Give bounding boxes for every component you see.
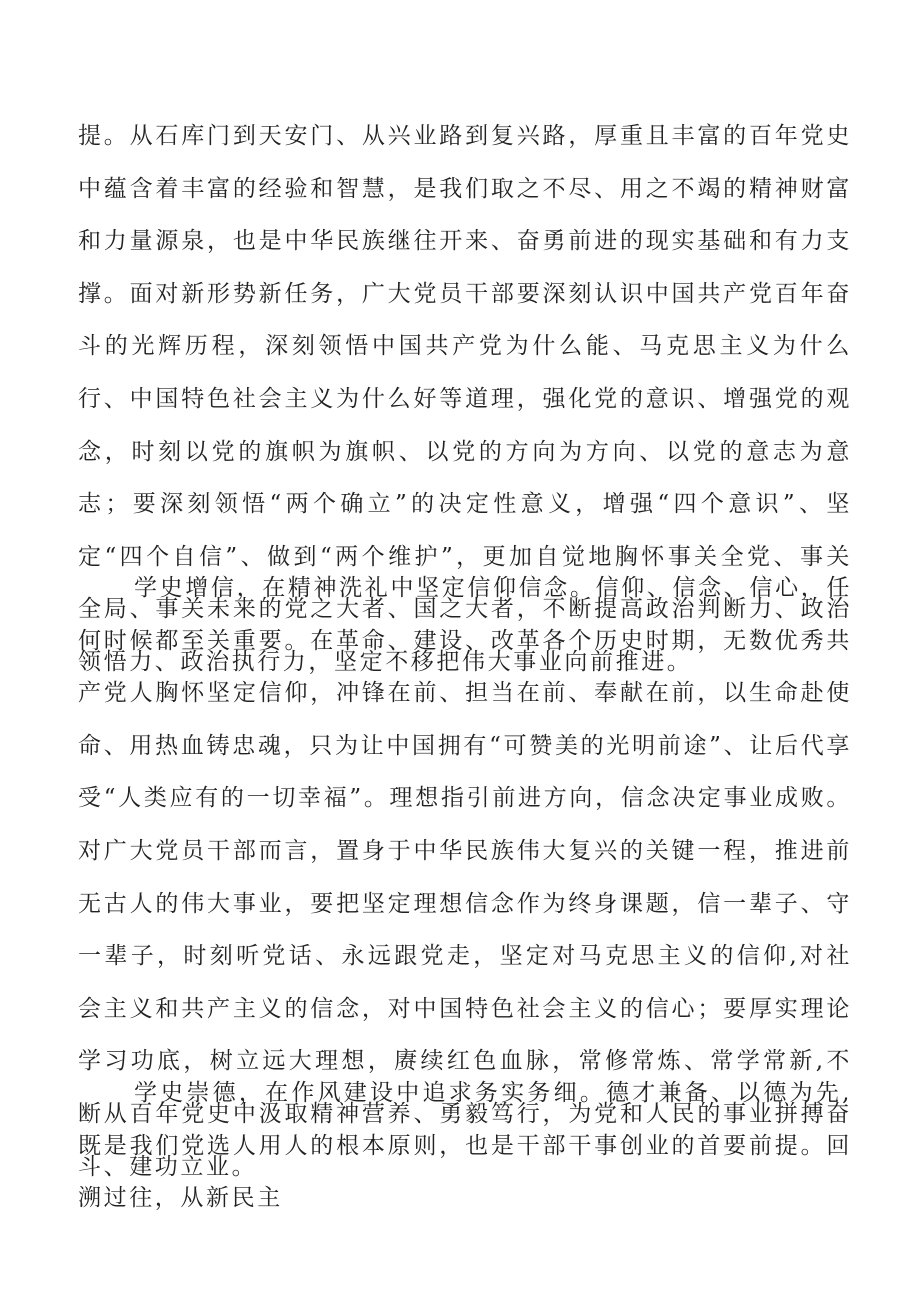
paragraph-continued: 提。从石库门到天安门、从兴业路到复兴路，厚重且丰富的百年党史中蕴含着丰富的经验和智慧，是我们取之不尽、用之不竭的精神财富和力量源泉，也是中华民族继往开来、奋勇前进的现实基础和有力支撑。面对新形势新任务，广大党员干部要深刻认识中国共产党百年奋斗的光辉历程，深刻领悟中国共产党为什么能、马克思主义为什么行、中国特色社会主义为什么好等道理，强化党的意识、增强党的观念，时刻以党的旗帜为旗帜、以党的方向为方向、以党的意志为意志；要深刻领悟“两个确立”的决定性意义，增强“四个意识”、坚定“四个自信”、做到“两个维护”，更加自觉地胸怀事关全党、事关全局、事关未来的党之大者、国之大者，不断提高政治判断力、政治领悟力、政治执行力，坚定不移把伟大事业向前推进。: [78, 123, 852, 675]
paragraph-virtue: 学史崇德，在作风建设中追求务实务细。德才兼备、以德为先,既是我们党选人用人的根本原则，也是干部干事创业的首要前提。回溯过往，从新民主: [78, 1080, 852, 1212]
paragraph-faith: 学史增信，在精神洗礼中坚定信仰信念。信仰、信念、信心，任何时候都至关重要。在革命、建设、改革各个历史时期，无数优秀共产党人胸怀坚定信仰，冲锋在前、担当在前、奉献在前，以生命赴使命、用热血铸忠魂，只为让中国拥有“可赞美的光明前途”、让后代享受“人类应有的一切幸福”。理想指引前进方向，信念决定事业成败。对广大党员干部而言，置身于中华民族伟大复兴的关键一程，推进前无古人的伟大事业，要把坚定理想信念作为终身课题，信一辈子、守一辈子，时刻听党话、永远跟党走，坚定对马克思主义的信仰,对社会主义和共产主义的信念，对中国特色社会主义的信心；要厚实理论学习功底，树立远大理想，赓续红色血脉，常修常炼、常学常新,不断从百年党史中汲取精神营养、勇毅笃行，为党和人民的事业拼搏奋斗、建功立业。: [78, 575, 852, 1180]
